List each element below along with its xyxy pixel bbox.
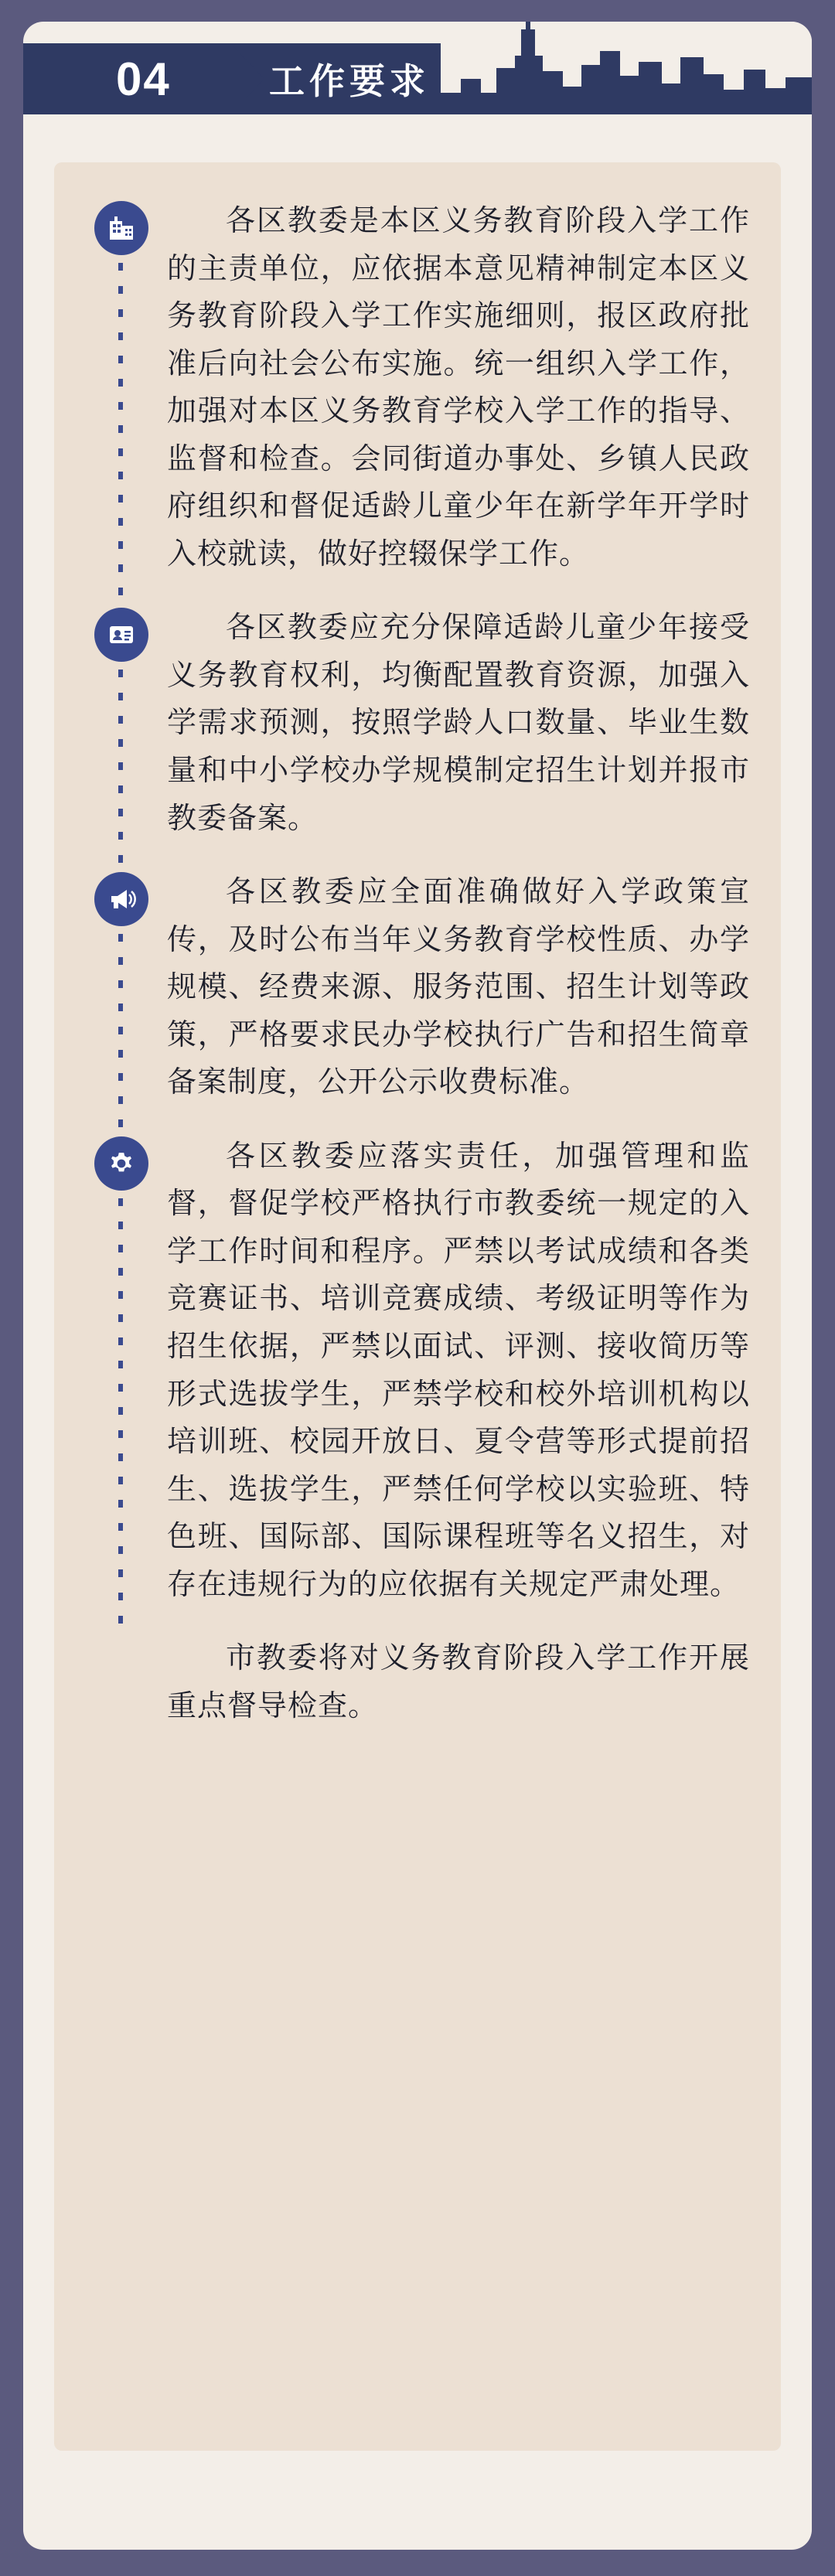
poster-header bbox=[23, 22, 812, 145]
dotted-connector bbox=[118, 1198, 123, 1632]
section-text: 各区教委应落实责任，加强管理和监督，督促学校严格执行市教委统一规定的入学工作时间和程序。严禁以考试成绩和各类竞赛证书、培训竞赛成绩、考级证明等作为招生依据，严禁以面试、评测、接收简历等形式选拔学生，严禁学校和校外培训机构以培训班、校园开放日、夏令营等形式提前招生、选拔学生，严禁任何学校以实验班、特色班、国际部、国际课程班等名义招生，对存在违规行为的应依据有关规定严肃处理。 bbox=[167, 1140, 750, 1601]
list-item bbox=[85, 198, 750, 578]
list-item bbox=[85, 1635, 750, 1730]
gear-icon bbox=[94, 1136, 148, 1191]
city-skyline-icon bbox=[441, 22, 812, 114]
section-list bbox=[85, 198, 750, 1730]
page-title: 工作要求 bbox=[269, 62, 430, 101]
section-text: 各区教委应充分保障适龄儿童少年接受义务教育权利，均衡配置教育资源，加强入学需求预测，按照学龄人口数量、毕业生数量和中小学校办学规模制定招生计划并报市教委备案。 bbox=[167, 612, 750, 835]
section-number: 04 bbox=[84, 43, 230, 114]
dotted-connector bbox=[118, 670, 123, 866]
id-card-icon bbox=[94, 608, 148, 662]
megaphone-icon bbox=[94, 872, 148, 926]
dotted-connector bbox=[118, 263, 123, 601]
section-text: 各区教委是本区义务教育阶段入学工作的主责单位，应依据本意见精神制定本区义务教育阶段入学工作实施细则，报区政府批准后向社会公布实施。统一组织入学工作，加强对本区义务教育学校入学工作的指导、监督和检查。会同街道办事处、乡镇人民政府组织和督促适龄儿童少年在新学年开学时入校就读，做好控辍保学工作。 bbox=[167, 205, 750, 571]
list-item bbox=[85, 605, 750, 843]
content-panel bbox=[54, 162, 781, 2451]
poster-card bbox=[23, 22, 812, 2550]
dotted-connector bbox=[118, 934, 123, 1130]
list-item bbox=[85, 1133, 750, 1609]
building-icon bbox=[94, 201, 148, 255]
list-item bbox=[85, 869, 750, 1107]
section-text: 市教委将对义务教育阶段入学工作开展重点督导检查。 bbox=[167, 1642, 750, 1722]
section-text: 各区教委应全面准确做好入学政策宣传，及时公布当年义务教育学校性质、办学规模、经费来源、服务范围、招生计划等政策，严格要求民办学校执行广告和招生简章备案制度，公开公示收费标准。 bbox=[167, 876, 750, 1099]
